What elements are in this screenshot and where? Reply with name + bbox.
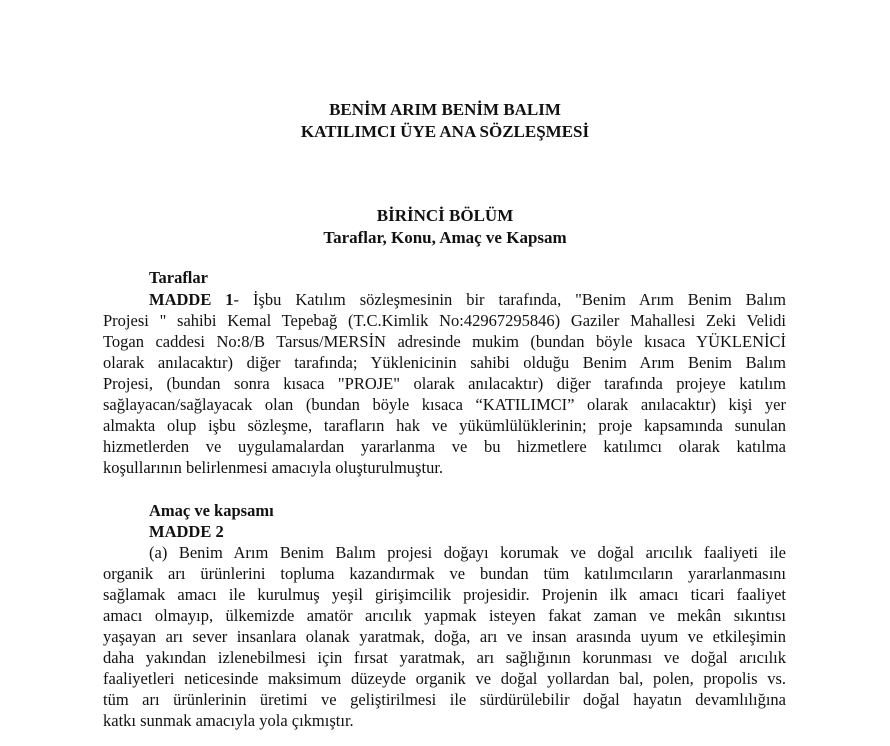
article-2-line: tüm arı ürünlerinin üretimi ve geliştirilmesi ile sürdürülebilir doğal hayatın devamlılığına <box>103 690 786 709</box>
section-subtitle: Taraflar, Konu, Amaç ve Kapsam <box>323 228 567 247</box>
article-1-line <box>149 290 786 310</box>
article-1-heading: Taraflar <box>149 268 208 287</box>
article-1-line: Projesi, (bundan sonra kısaca "PROJE" olarak anılacaktır) diğer tarafında projeye katılım <box>103 374 786 393</box>
article-1-line: sağlayacan/sağlayacak olan (bundan böyle kısaca “KATILIMCI” olarak anılacaktır) kişi yer <box>103 395 786 414</box>
article-1-line: Projesi " sahibi Kemal Tepebağ (T.C.Kimlik No:42967295846) Gaziler Mahallesi Zeki Velidi <box>103 311 786 330</box>
article-2-line: daha yakından izlenebilmesi için fırsat yaratmak, arı sağlığının korunması ve doğal arıcılık <box>103 648 786 667</box>
madde-2-label: MADDE 2 <box>149 522 224 541</box>
article-2-line: katkı sunmak amacıyla yola çıkmıştır. <box>103 711 354 730</box>
article-1-line: hizmetlerden ve uygulamalardan yararlanma ve bu hizmetlere katılımcı olarak katılma <box>103 437 786 456</box>
madde-1-label: MADDE 1 <box>149 290 234 309</box>
article-2-line: sağlamak amacı ile kurulmuş yeşil girişimcilik projesidir. Projenin ilk amacı ticari faaliyet <box>103 585 786 604</box>
article-1-line: almakta olup işbu sözleşme, tarafların hak ve yükümlülüklerinin; proje kapsamında sunulan <box>103 416 786 435</box>
section-title: BİRİNCİ BÖLÜM <box>376 206 514 225</box>
article-2-line: amacı olmayıp, ülkemizde amatör arıcılık yapmak isteyen fakat zaman ve mekân sıkıntısı <box>103 606 786 625</box>
article-2-line: faaliyetleri neticesinde maksimum düzeyde organik ve doğal yollardan bal, polen, propolis vs. <box>103 669 786 688</box>
article-2-line: organik arı ürünlerini topluma kazandırmak ve bundan tüm katılımcıların yararlanmasını <box>103 564 786 583</box>
article-1-line: olarak anılacaktır) diğer tarafında; Yüklenicinin sahibi olduğu Benim Arım Benim Balım <box>103 353 786 372</box>
article-2-line: yaşayan arı sever insanlara olanak yaratmak, doğa, arı ve insan arasında uyum ve etkileşimin <box>103 627 786 646</box>
article-2-heading: Amaç ve kapsamı <box>149 501 274 520</box>
document-title-line-1: BENİM ARIM BENİM BALIM <box>329 100 561 119</box>
article-1-text: - İşbu Katılım sözleşmesinin bir tarafında, "Benim Arım Benim Balım <box>233 290 786 309</box>
article-1-line: koşullarının belirlenmesi amacıyla oluşturulmuştur. <box>103 458 444 477</box>
article-2-line: (a) Benim Arım Benim Balım projesi doğayı korumak ve doğal arıcılık faaliyeti ile <box>149 543 786 562</box>
document-title-line-2: KATILIMCI ÜYE ANA SÖZLEŞMESİ <box>300 122 590 141</box>
article-1-line: Togan caddesi No:8/B Tarsus/MERSİN adresinde mukim (bundan böyle kısaca YÜKLENİCİ <box>103 332 786 351</box>
